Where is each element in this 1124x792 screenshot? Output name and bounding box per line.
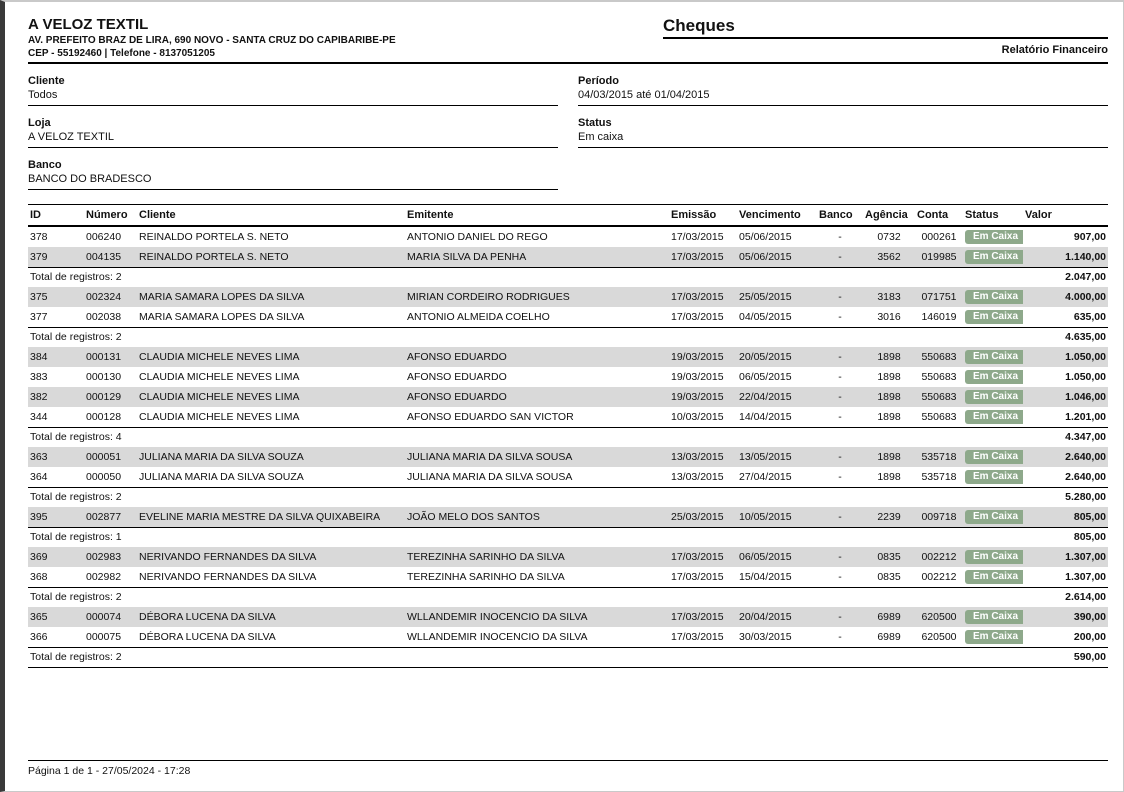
- cell-status: [963, 287, 1023, 307]
- cell-emissao: 19/03/2015: [671, 350, 724, 363]
- filter-loja-value: A VELOZ TEXTIL: [28, 131, 114, 143]
- cell-emitente: AFONSO EDUARDO SAN VICTOR: [407, 410, 574, 423]
- cell-valor: 2.640,00: [1065, 470, 1106, 483]
- cell-valor: 1.046,00: [1065, 390, 1106, 403]
- cell-emissao: 17/03/2015: [671, 570, 724, 583]
- table-row: [28, 367, 1108, 387]
- cell-emitente: WLLANDEMIR INOCENCIO DA SILVA: [407, 630, 588, 643]
- group-total-row: [28, 648, 1108, 668]
- filter-banco-label: Banco: [28, 159, 62, 171]
- status-badge: Em Caixa: [965, 610, 1023, 624]
- status-badge: Em Caixa: [965, 250, 1023, 264]
- filter-periodo: [578, 75, 1108, 106]
- cell-status: [963, 467, 1023, 488]
- filter-cliente-value: Todos: [28, 89, 58, 101]
- cell-numero: 000074: [86, 610, 122, 623]
- cell-agencia: 2239: [877, 510, 901, 523]
- cell-id: 383: [30, 370, 48, 383]
- cell-valor: 1.140,00: [1065, 250, 1106, 263]
- cheques-table-body: [28, 226, 1108, 668]
- cell-conta: 550683: [921, 390, 957, 403]
- cell-cliente: JULIANA MARIA DA SILVA SOUZA: [139, 450, 304, 463]
- cell-vencimento: 10/05/2015: [739, 510, 792, 523]
- table-row: [28, 607, 1108, 627]
- cell-valor: 390,00: [1073, 610, 1106, 623]
- cell-conta: 019985: [921, 250, 957, 263]
- cell-status: [963, 347, 1023, 367]
- table-row: [28, 287, 1108, 307]
- cell-valor: 1.307,00: [1065, 550, 1106, 563]
- group-total-value: 5.280,00: [1065, 491, 1106, 503]
- status-badge: Em Caixa: [965, 470, 1023, 484]
- table-row: [28, 467, 1108, 488]
- cell-id: 395: [30, 510, 48, 523]
- cell-agencia: 6989: [877, 630, 901, 643]
- cell-conta: 535718: [921, 470, 957, 483]
- cell-numero: 000128: [86, 410, 122, 423]
- group-total-row: [28, 588, 1108, 608]
- status-badge: Em Caixa: [965, 450, 1023, 464]
- cell-status: [963, 247, 1023, 268]
- cell-banco: -: [838, 450, 842, 463]
- cell-conta: 550683: [921, 410, 957, 423]
- cell-numero: 002877: [86, 510, 122, 523]
- filter-loja: [28, 117, 558, 148]
- status-badge: Em Caixa: [965, 630, 1023, 644]
- table-row: [28, 347, 1108, 367]
- cell-emitente: JULIANA MARIA DA SILVA SOUSA: [407, 470, 573, 483]
- group-total-row: [28, 268, 1108, 288]
- group-total-label: Total de registros: 1: [30, 531, 122, 543]
- cell-emitente: TEREZINHA SARINHO DA SILVA: [407, 550, 565, 563]
- cheques-table: [28, 204, 1108, 668]
- cell-agencia: 3183: [877, 290, 901, 303]
- cell-valor: 1.050,00: [1065, 370, 1106, 383]
- group-total-value: 4.347,00: [1065, 431, 1106, 443]
- status-badge: Em Caixa: [965, 510, 1023, 524]
- filters-left-column: [28, 64, 558, 190]
- cell-id: 368: [30, 570, 48, 583]
- cell-emitente: ANTONIO DANIEL DO REGO: [407, 230, 548, 243]
- cell-emissao: 17/03/2015: [671, 610, 724, 623]
- company-address: AV. PREFEITO BRAZ DE LIRA, 690 NOVO - SANTA CRUZ DO CAPIBARIBE-PE: [28, 35, 396, 46]
- cell-vencimento: 04/05/2015: [739, 310, 792, 323]
- group-total-value: 2.047,00: [1065, 271, 1106, 283]
- cell-numero: 002324: [86, 290, 122, 303]
- cell-banco: -: [838, 250, 842, 263]
- group-total-label: Total de registros: 4: [30, 431, 122, 443]
- cell-vencimento: 06/05/2015: [739, 550, 792, 563]
- cell-banco: -: [838, 370, 842, 383]
- cell-numero: 006240: [86, 230, 122, 243]
- cell-vencimento: 22/04/2015: [739, 390, 792, 403]
- cell-conta: 550683: [921, 370, 957, 383]
- table-row: [28, 307, 1108, 328]
- cell-emissao: 17/03/2015: [671, 630, 724, 643]
- filter-status: [578, 117, 1108, 148]
- cell-conta: 620500: [921, 610, 957, 623]
- cell-emissao: 19/03/2015: [671, 370, 724, 383]
- cell-banco: -: [838, 550, 842, 563]
- cell-banco: -: [838, 410, 842, 423]
- table-row: [28, 547, 1108, 567]
- cell-conta: 071751: [921, 290, 957, 303]
- col-header-conta: Conta: [917, 209, 949, 221]
- filter-status-label: Status: [578, 117, 612, 129]
- cell-agencia: 3562: [877, 250, 901, 263]
- cell-agencia: 1898: [877, 390, 901, 403]
- col-header-agencia: Agência: [865, 209, 908, 221]
- cell-status: [963, 567, 1023, 588]
- cell-valor: 1.307,00: [1065, 570, 1106, 583]
- group-total-label: Total de registros: 2: [30, 331, 122, 343]
- cell-id: 379: [30, 250, 48, 263]
- col-header-banco: Banco: [819, 209, 853, 221]
- col-header-emitente: Emitente: [407, 209, 454, 221]
- cell-emitente: ANTONIO ALMEIDA COELHO: [407, 310, 550, 323]
- cell-cliente: CLAUDIA MICHELE NEVES LIMA: [139, 350, 300, 363]
- cell-numero: 000050: [86, 470, 122, 483]
- cell-conta: 002212: [921, 550, 957, 563]
- cell-numero: 000130: [86, 370, 122, 383]
- filter-banco: [28, 159, 558, 190]
- cell-emissao: 13/03/2015: [671, 450, 724, 463]
- cell-banco: -: [838, 610, 842, 623]
- group-total-label: Total de registros: 2: [30, 591, 122, 603]
- cell-cliente: REINALDO PORTELA S. NETO: [139, 230, 289, 243]
- report-footer: [28, 760, 1108, 777]
- cell-emissao: 17/03/2015: [671, 250, 724, 263]
- cell-conta: 002212: [921, 570, 957, 583]
- cell-valor: 635,00: [1073, 310, 1106, 323]
- company-block: [28, 16, 663, 60]
- cell-emissao: 17/03/2015: [671, 310, 724, 323]
- cell-status: [963, 367, 1023, 387]
- cell-status: [963, 627, 1023, 648]
- group-total-label: Total de registros: 2: [30, 271, 122, 283]
- filter-banco-value: BANCO DO BRADESCO: [28, 173, 152, 185]
- cell-conta: 535718: [921, 450, 957, 463]
- cell-numero: 000075: [86, 630, 122, 643]
- status-badge: Em Caixa: [965, 410, 1023, 424]
- cell-vencimento: 30/03/2015: [739, 630, 792, 643]
- table-row: [28, 447, 1108, 467]
- cell-banco: -: [838, 290, 842, 303]
- cell-valor: 805,00: [1073, 510, 1106, 523]
- table-row: [28, 407, 1108, 428]
- group-total-label: Total de registros: 2: [30, 651, 122, 663]
- cell-id: 363: [30, 450, 48, 463]
- report-subtitle: Relatório Financeiro: [1001, 44, 1108, 56]
- col-header-valor: Valor: [1025, 209, 1052, 221]
- cell-cliente: CLAUDIA MICHELE NEVES LIMA: [139, 370, 300, 383]
- group-total-row: [28, 328, 1108, 348]
- cell-vencimento: 20/05/2015: [739, 350, 792, 363]
- cell-banco: -: [838, 470, 842, 483]
- cell-vencimento: 20/04/2015: [739, 610, 792, 623]
- group-total-row: [28, 528, 1108, 548]
- group-total-value: 805,00: [1073, 531, 1106, 543]
- cell-numero: 000051: [86, 450, 122, 463]
- cell-status: [963, 447, 1023, 467]
- cell-valor: 4.000,00: [1065, 290, 1106, 303]
- cell-agencia: 1898: [877, 410, 901, 423]
- cell-status: [963, 547, 1023, 567]
- cell-vencimento: 14/04/2015: [739, 410, 792, 423]
- cell-emitente: JULIANA MARIA DA SILVA SOUSA: [407, 450, 573, 463]
- cell-emissao: 13/03/2015: [671, 470, 724, 483]
- group-total-value: 2.614,00: [1065, 591, 1106, 603]
- cell-vencimento: 15/04/2015: [739, 570, 792, 583]
- status-badge: Em Caixa: [965, 570, 1023, 584]
- status-badge: Em Caixa: [965, 230, 1023, 244]
- cell-conta: 550683: [921, 350, 957, 363]
- page-info: Página 1 de 1 - 27/05/2024 - 17:28: [28, 765, 191, 777]
- cell-valor: 1.201,00: [1065, 410, 1106, 423]
- cell-emissao: 17/03/2015: [671, 290, 724, 303]
- col-header-status: Status: [965, 209, 999, 221]
- cell-id: 377: [30, 310, 48, 323]
- filter-loja-label: Loja: [28, 117, 51, 129]
- cell-status: [963, 407, 1023, 428]
- cell-cliente: NERIVANDO FERNANDES DA SILVA: [139, 570, 317, 583]
- cell-emitente: MARIA SILVA DA PENHA: [407, 250, 527, 263]
- cell-id: 382: [30, 390, 48, 403]
- cell-numero: 002038: [86, 310, 122, 323]
- cell-banco: -: [838, 570, 842, 583]
- cell-banco: -: [838, 310, 842, 323]
- cell-cliente: MARIA SAMARA LOPES DA SILVA: [139, 310, 305, 323]
- cell-emitente: AFONSO EDUARDO: [407, 350, 507, 363]
- cell-agencia: 3016: [877, 310, 901, 323]
- company-cep-phone: CEP - 55192460 | Telefone - 8137051205: [28, 48, 215, 59]
- cell-vencimento: 05/06/2015: [739, 230, 792, 243]
- cell-status: [963, 226, 1023, 247]
- cell-emitente: AFONSO EDUARDO: [407, 390, 507, 403]
- table-row: [28, 247, 1108, 268]
- cell-emitente: WLLANDEMIR INOCENCIO DA SILVA: [407, 610, 588, 623]
- cell-id: 344: [30, 410, 48, 423]
- cell-cliente: DÉBORA LUCENA DA SILVA: [139, 630, 276, 643]
- cell-emissao: 17/03/2015: [671, 230, 724, 243]
- cell-conta: 146019: [921, 310, 957, 323]
- cell-status: [963, 387, 1023, 407]
- cell-status: [963, 307, 1023, 328]
- cell-numero: 002982: [86, 570, 122, 583]
- cell-vencimento: 06/05/2015: [739, 370, 792, 383]
- cell-agencia: 0732: [877, 230, 901, 243]
- cell-cliente: REINALDO PORTELA S. NETO: [139, 250, 289, 263]
- filter-status-value: Em caixa: [578, 131, 624, 143]
- col-header-vencimento: Vencimento: [739, 209, 801, 221]
- cell-emitente: TEREZINHA SARINHO DA SILVA: [407, 570, 565, 583]
- table-row: [28, 387, 1108, 407]
- group-total-row: [28, 428, 1108, 448]
- col-header-cliente: Cliente: [139, 209, 176, 221]
- cell-cliente: CLAUDIA MICHELE NEVES LIMA: [139, 390, 300, 403]
- cell-emissao: 10/03/2015: [671, 410, 724, 423]
- cell-cliente: MARIA SAMARA LOPES DA SILVA: [139, 290, 305, 303]
- cell-valor: 2.640,00: [1065, 450, 1106, 463]
- cell-vencimento: 13/05/2015: [739, 450, 792, 463]
- cell-id: 365: [30, 610, 48, 623]
- table-row: [28, 507, 1108, 528]
- cell-banco: -: [838, 630, 842, 643]
- filters-section: [28, 64, 1108, 190]
- cell-vencimento: 25/05/2015: [739, 290, 792, 303]
- cell-conta: 620500: [921, 630, 957, 643]
- cell-emissao: 19/03/2015: [671, 390, 724, 403]
- cell-agencia: 1898: [877, 450, 901, 463]
- filters-right-column: [578, 64, 1108, 190]
- cell-conta: 000261: [921, 230, 957, 243]
- cell-agencia: 1898: [877, 370, 901, 383]
- page-title: Cheques: [663, 16, 1108, 39]
- table-row: [28, 627, 1108, 648]
- cell-agencia: 6989: [877, 610, 901, 623]
- cell-valor: 1.050,00: [1065, 350, 1106, 363]
- col-header-emissao: Emissão: [671, 209, 717, 221]
- status-badge: Em Caixa: [965, 310, 1023, 324]
- cell-numero: 002983: [86, 550, 122, 563]
- company-name: A VELOZ TEXTIL: [28, 16, 149, 33]
- cell-cliente: CLAUDIA MICHELE NEVES LIMA: [139, 410, 300, 423]
- cell-status: [963, 607, 1023, 627]
- table-header-row: [28, 205, 1108, 227]
- cell-emissao: 17/03/2015: [671, 550, 724, 563]
- filter-periodo-value: 04/03/2015 até 01/04/2015: [578, 89, 710, 101]
- cell-vencimento: 27/04/2015: [739, 470, 792, 483]
- cell-conta: 009718: [921, 510, 957, 523]
- group-total-row: [28, 488, 1108, 508]
- report-header: [28, 16, 1108, 60]
- cell-id: 366: [30, 630, 48, 643]
- group-total-value: 4.635,00: [1065, 331, 1106, 343]
- cell-agencia: 1898: [877, 470, 901, 483]
- cell-numero: 000129: [86, 390, 122, 403]
- filter-cliente: [28, 75, 558, 106]
- status-badge: Em Caixa: [965, 390, 1023, 404]
- cell-valor: 907,00: [1073, 230, 1106, 243]
- cell-agencia: 1898: [877, 350, 901, 363]
- group-total-value: 590,00: [1073, 651, 1106, 663]
- cell-emitente: MIRIAN CORDEIRO RODRIGUES: [407, 290, 570, 303]
- cell-cliente: JULIANA MARIA DA SILVA SOUZA: [139, 470, 304, 483]
- cell-id: 378: [30, 230, 48, 243]
- cell-emissao: 25/03/2015: [671, 510, 724, 523]
- status-badge: Em Caixa: [965, 370, 1023, 384]
- cell-id: 375: [30, 290, 48, 303]
- cell-agencia: 0835: [877, 570, 901, 583]
- cell-numero: 004135: [86, 250, 122, 263]
- status-badge: Em Caixa: [965, 290, 1023, 304]
- cell-banco: -: [838, 510, 842, 523]
- cell-cliente: NERIVANDO FERNANDES DA SILVA: [139, 550, 317, 563]
- cell-id: 369: [30, 550, 48, 563]
- cell-banco: -: [838, 390, 842, 403]
- table-row: [28, 567, 1108, 588]
- cell-cliente: EVELINE MARIA MESTRE DA SILVA QUIXABEIRA: [139, 510, 381, 523]
- cell-agencia: 0835: [877, 550, 901, 563]
- cell-id: 364: [30, 470, 48, 483]
- table-row: [28, 226, 1108, 247]
- filter-cliente-label: Cliente: [28, 75, 65, 87]
- cell-id: 384: [30, 350, 48, 363]
- cell-emitente: AFONSO EDUARDO: [407, 370, 507, 383]
- status-badge: Em Caixa: [965, 350, 1023, 364]
- status-badge: Em Caixa: [965, 550, 1023, 564]
- col-header-id: ID: [30, 209, 41, 221]
- cell-numero: 000131: [86, 350, 122, 363]
- cell-cliente: DÉBORA LUCENA DA SILVA: [139, 610, 276, 623]
- group-total-label: Total de registros: 2: [30, 491, 122, 503]
- cell-valor: 200,00: [1073, 630, 1106, 643]
- report-title-block: [663, 16, 1108, 56]
- col-header-numero: Número: [86, 209, 128, 221]
- cell-status: [963, 507, 1023, 528]
- filter-periodo-label: Período: [578, 75, 619, 87]
- cell-vencimento: 05/06/2015: [739, 250, 792, 263]
- cell-banco: -: [838, 230, 842, 243]
- cell-emitente: JOÃO MELO DOS SANTOS: [407, 510, 540, 523]
- cell-banco: -: [838, 350, 842, 363]
